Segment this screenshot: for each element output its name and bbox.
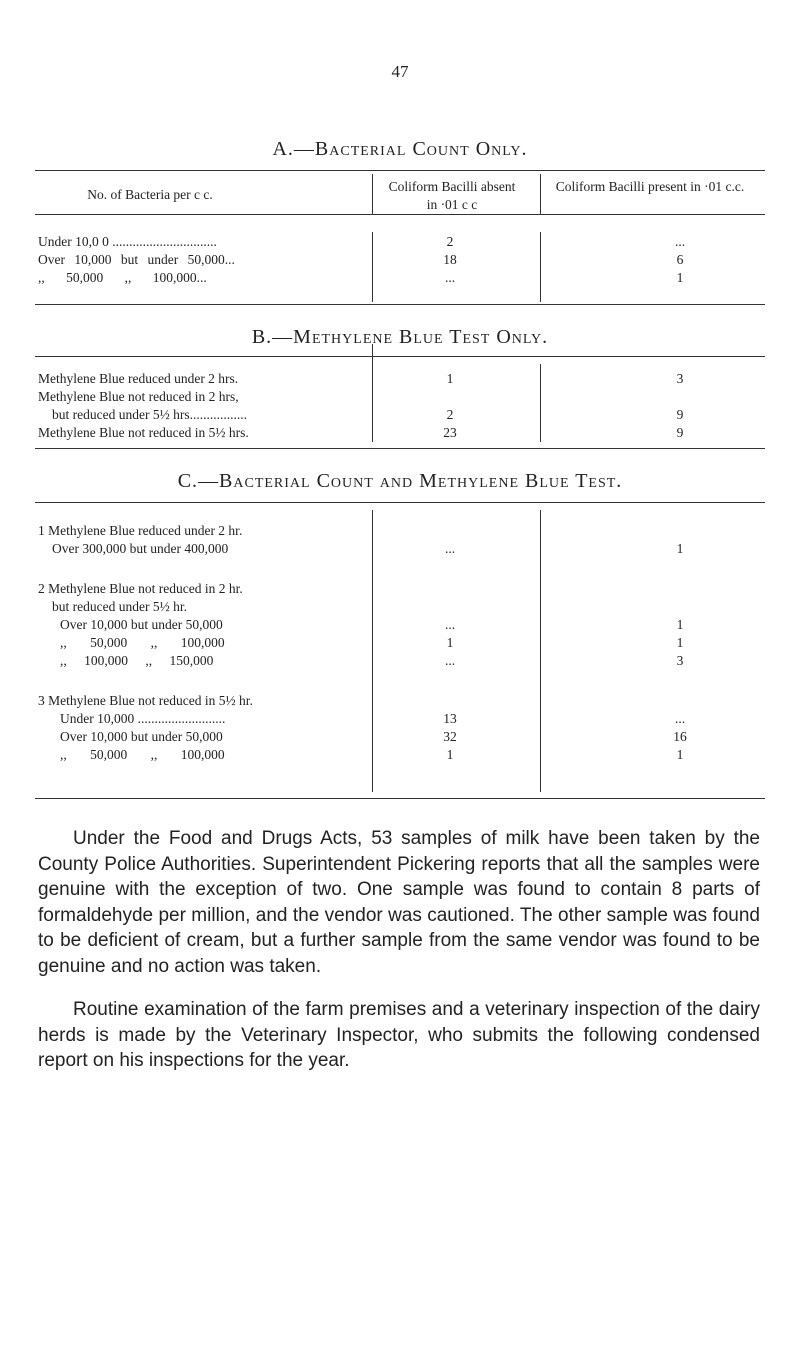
count-present: 1 — [676, 747, 684, 762]
section-b-title: B.—Methylene Blue Test Only. — [251, 326, 549, 348]
divider — [35, 798, 765, 799]
count-absent: 2 — [446, 234, 454, 249]
body-text — [38, 826, 760, 1074]
divider — [35, 448, 765, 449]
column-divider — [372, 174, 373, 214]
divider — [35, 356, 765, 357]
row-label: 2 Methylene Blue not reduced in 2 hr. — [38, 581, 243, 596]
count-present: 9 — [676, 407, 684, 422]
count-absent: ... — [444, 270, 456, 285]
count-absent: 2 — [446, 407, 454, 422]
count-absent: ... — [444, 617, 456, 632]
count-absent: ... — [444, 653, 456, 668]
column-divider — [372, 510, 373, 792]
column-divider — [540, 510, 541, 792]
count-present: 6 — [676, 252, 684, 267]
count-present: ... — [674, 711, 686, 726]
row-label: Over 300,000 but under 400,000 — [52, 541, 229, 556]
row-label: Over 10,000 but under 50,000 — [60, 729, 223, 744]
section-c-title: C.—Bacterial Count and Methylene Blue Test. — [177, 470, 623, 492]
row-label: Under 10,0 0 ............................... — [38, 234, 217, 249]
divider — [35, 170, 765, 171]
row-label: but reduced under 5½ hr. — [52, 599, 187, 614]
count-absent: 32 — [443, 729, 457, 744]
count-absent: 1 — [446, 371, 454, 386]
count-absent: 1 — [446, 747, 454, 762]
count-present: 16 — [673, 729, 687, 744]
header-bacteria: No. of Bacteria per c c. — [87, 187, 213, 202]
divider — [35, 502, 765, 503]
divider — [35, 304, 765, 305]
count-present: 1 — [676, 617, 684, 632]
divider — [35, 214, 765, 215]
paragraph: Routine examination of the farm premises and a veterinary inspection of the dairy herds is made by the Veterinary Inspector, who submits the following condensed report on his inspections for the year. — [38, 999, 760, 1071]
row-label: ,, 50,000 ,, 100,000... — [38, 270, 207, 285]
count-absent: 18 — [443, 252, 457, 267]
count-present: 3 — [676, 371, 684, 386]
count-absent: 1 — [446, 635, 454, 650]
column-divider — [372, 232, 373, 302]
column-divider — [540, 174, 541, 214]
column-divider — [540, 364, 541, 442]
row-label: ,, 50,000 ,, 100,000 — [60, 747, 225, 762]
row-label: 1 Methylene Blue reduced under 2 hr. — [38, 523, 243, 538]
row-label: Methylene Blue reduced under 2 hrs. — [38, 371, 239, 386]
count-present: ... — [674, 234, 686, 249]
count-absent: ... — [444, 541, 456, 556]
count-absent: 23 — [443, 425, 457, 440]
row-label: Methylene Blue not reduced in 5½ hrs. — [38, 425, 249, 440]
page-number: 47 — [391, 62, 409, 81]
column-divider — [540, 232, 541, 302]
row-label: Methylene Blue not reduced in 2 hrs, — [38, 389, 239, 404]
count-present: 3 — [676, 653, 684, 668]
row-label: 3 Methylene Blue not reduced in 5½ hr. — [38, 693, 253, 708]
row-label: ,, 100,000 ,, 150,000 — [60, 653, 214, 668]
count-present: 1 — [676, 270, 684, 285]
row-label: Under 10,000 .......................... — [60, 711, 226, 726]
header-coliform-absent: Coliform Bacilli absent in ·01 c c — [388, 179, 516, 212]
row-label: but reduced under 5½ hrs................. — [52, 407, 247, 422]
column-divider — [372, 344, 373, 442]
row-label: ,, 50,000 ,, 100,000 — [60, 635, 225, 650]
row-label: Over 10,000 but under 50,000... — [38, 252, 235, 267]
count-present: 1 — [676, 541, 684, 556]
paragraph: Under the Food and Drugs Acts, 53 samples of milk have been taken by the County Police Authorities. Superintendent Pickering reports that all the samples were genuine with the exception of two. One sample was found to contain 8 parts of formaldehyde per million, and the vendor was cautioned. The other sample was found to be deficient of cream, but a further sample from the same vendor was found to be genuine and no action was taken. — [38, 828, 760, 977]
section-a-title: A.—Bacterial Count Only. — [272, 138, 528, 160]
count-absent: 13 — [443, 711, 457, 726]
header-coliform-present: Coliform Bacilli present in ·01 c.c. — [555, 179, 745, 194]
count-present: 9 — [676, 425, 684, 440]
count-present: 1 — [676, 635, 684, 650]
row-label: Over 10,000 but under 50,000 — [60, 617, 223, 632]
